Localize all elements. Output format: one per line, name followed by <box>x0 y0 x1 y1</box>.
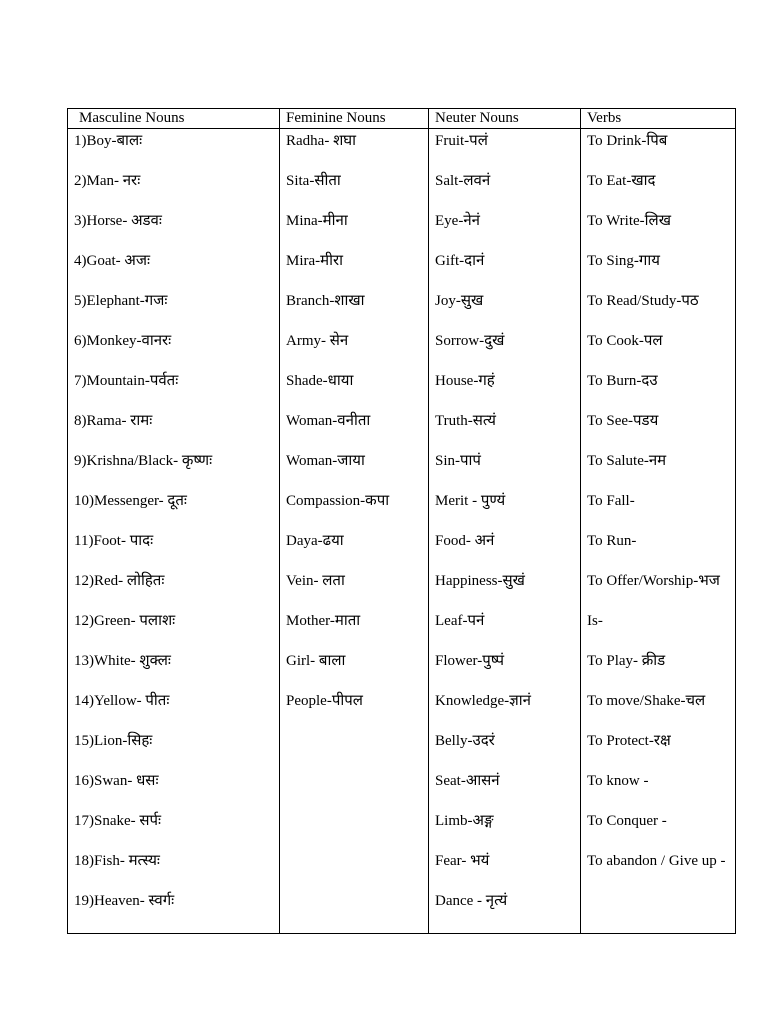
table-row <box>68 369 736 409</box>
masculine-noun-cell <box>68 129 280 170</box>
verb-text: To Play- क्रीड <box>587 653 666 669</box>
verb-text: To Drink-पिब <box>587 133 668 149</box>
masculine-noun-cell <box>68 609 280 649</box>
verb-cell <box>581 209 736 249</box>
neuter-noun-text: Flower-पुष्पं <box>435 653 505 669</box>
masculine-noun-text: 7)Mountain-पर्वतः <box>74 373 179 389</box>
masculine-noun-text: 3)Horse- अडवः <box>74 213 162 229</box>
masculine-noun-cell <box>68 409 280 449</box>
verb-text: Is- <box>587 613 603 629</box>
feminine-noun-text: Branch-शाखा <box>286 293 365 309</box>
masculine-noun-cell <box>68 489 280 529</box>
neuter-noun-text: Salt-लवनं <box>435 173 491 189</box>
verb-cell <box>581 649 736 689</box>
header-neuter-nouns: Neuter Nouns <box>429 109 581 129</box>
verb-cell <box>581 729 736 769</box>
verb-cell <box>581 169 736 209</box>
masculine-noun-cell <box>68 449 280 489</box>
table-row <box>68 689 736 729</box>
neuter-noun-text: Leaf-पनं <box>435 613 485 629</box>
feminine-noun-cell <box>280 329 429 369</box>
table-body <box>68 129 736 934</box>
neuter-noun-cell <box>429 409 581 449</box>
neuter-noun-cell <box>429 889 581 934</box>
neuter-noun-text: Sorrow-दुखं <box>435 333 505 349</box>
neuter-noun-text: Belly-उदरं <box>435 733 495 749</box>
table-row <box>68 569 736 609</box>
table-row <box>68 209 736 249</box>
neuter-noun-cell <box>429 289 581 329</box>
feminine-noun-cell <box>280 609 429 649</box>
masculine-noun-cell <box>68 809 280 849</box>
masculine-noun-cell <box>68 649 280 689</box>
feminine-noun-text: Mina-मीना <box>286 213 348 229</box>
feminine-noun-text <box>286 889 428 891</box>
verb-text: To move/Shake-चल <box>587 693 706 709</box>
masculine-noun-text: 19)Heaven- स्वर्गः <box>74 893 175 909</box>
feminine-noun-cell <box>280 689 429 729</box>
masculine-noun-text: 2)Man- नरः <box>74 173 141 189</box>
masculine-noun-cell <box>68 289 280 329</box>
table-row <box>68 249 736 289</box>
feminine-noun-text: Woman-वनीता <box>286 413 371 429</box>
neuter-noun-cell <box>429 809 581 849</box>
masculine-noun-text: 6)Monkey-वानरः <box>74 333 172 349</box>
table-row <box>68 129 736 170</box>
neuter-noun-cell <box>429 489 581 529</box>
verb-cell <box>581 489 736 529</box>
feminine-noun-cell <box>280 449 429 489</box>
neuter-noun-text: Fruit-पलं <box>435 133 488 149</box>
feminine-noun-cell <box>280 369 429 409</box>
verb-text: To Run- <box>587 533 637 549</box>
masculine-noun-text: 12)Red- लोहितः <box>74 573 165 589</box>
masculine-noun-cell <box>68 889 280 934</box>
feminine-noun-text: Mira-मीरा <box>286 253 344 269</box>
table-row <box>68 729 736 769</box>
verb-cell <box>581 889 736 934</box>
header-feminine-nouns: Feminine Nouns <box>280 109 429 129</box>
feminine-noun-text: Shade-धाया <box>286 373 354 389</box>
verb-text: To See-पडय <box>587 413 659 429</box>
neuter-noun-cell <box>429 169 581 209</box>
feminine-noun-text: Radha- शघा <box>286 133 357 149</box>
table-row <box>68 529 736 569</box>
masculine-noun-cell <box>68 849 280 889</box>
verb-cell <box>581 409 736 449</box>
feminine-noun-cell <box>280 569 429 609</box>
verb-text: To Cook-पल <box>587 333 663 349</box>
verb-cell <box>581 809 736 849</box>
vocabulary-table <box>67 108 736 934</box>
verb-text: To know - <box>587 773 649 789</box>
verb-cell <box>581 369 736 409</box>
neuter-noun-cell <box>429 769 581 809</box>
feminine-noun-text <box>286 809 428 811</box>
masculine-noun-text: 11)Foot- पादः <box>74 533 154 549</box>
masculine-noun-text: 5)Elephant-गजः <box>74 293 168 309</box>
feminine-noun-text: Mother-माता <box>286 613 361 629</box>
verb-text: To Burn-दउ <box>587 373 658 389</box>
verb-text: To Salute-नम <box>587 453 667 469</box>
feminine-noun-cell <box>280 729 429 769</box>
masculine-noun-cell <box>68 209 280 249</box>
verb-text: To Offer/Worship-भज <box>587 573 720 589</box>
verb-text: To Sing-गाय <box>587 253 660 269</box>
verb-text <box>587 889 735 891</box>
table-row <box>68 329 736 369</box>
verb-cell <box>581 849 736 889</box>
verb-text: To Protect-रक्ष <box>587 733 671 749</box>
neuter-noun-text: Knowledge-ज्ञानं <box>435 693 531 709</box>
neuter-noun-text: Food- अनं <box>435 533 495 549</box>
masculine-noun-cell <box>68 329 280 369</box>
masculine-noun-text: 10)Messenger- दूतः <box>74 493 187 509</box>
feminine-noun-cell <box>280 769 429 809</box>
verb-cell <box>581 129 736 170</box>
feminine-noun-cell <box>280 249 429 289</box>
feminine-noun-cell <box>280 529 429 569</box>
neuter-noun-cell <box>429 729 581 769</box>
neuter-noun-cell <box>429 249 581 289</box>
table-row <box>68 409 736 449</box>
neuter-noun-text: Joy-सुख <box>435 293 484 309</box>
neuter-noun-text: Merit - पुण्यं <box>435 493 506 509</box>
feminine-noun-cell <box>280 889 429 934</box>
neuter-noun-cell <box>429 689 581 729</box>
feminine-noun-text: Vein- लता <box>286 573 345 589</box>
verb-cell <box>581 689 736 729</box>
masculine-noun-cell <box>68 769 280 809</box>
feminine-noun-text: Daya-ढया <box>286 533 344 549</box>
masculine-noun-cell <box>68 369 280 409</box>
neuter-noun-text: Happiness-सुखं <box>435 573 525 589</box>
feminine-noun-cell <box>280 649 429 689</box>
table-row <box>68 809 736 849</box>
feminine-noun-cell <box>280 809 429 849</box>
neuter-noun-text: Truth-सत्यं <box>435 413 496 429</box>
neuter-noun-text: Seat-आसनं <box>435 773 500 789</box>
neuter-noun-cell <box>429 369 581 409</box>
table-row <box>68 889 736 934</box>
verb-text: To Write-लिख <box>587 213 671 229</box>
feminine-noun-text: Girl- बाला <box>286 653 346 669</box>
feminine-noun-text: Compassion-कपा <box>286 493 390 509</box>
masculine-noun-text: 17)Snake- सर्पः <box>74 813 162 829</box>
verb-text: To abandon / Give up - <box>587 853 726 869</box>
feminine-noun-text <box>286 849 428 851</box>
neuter-noun-cell <box>429 329 581 369</box>
neuter-noun-cell <box>429 649 581 689</box>
neuter-noun-cell <box>429 449 581 489</box>
header-verbs: Verbs <box>581 109 736 129</box>
masculine-noun-text: 16)Swan- धसः <box>74 773 159 789</box>
neuter-noun-text: Dance - नृत्यं <box>435 893 508 909</box>
feminine-noun-cell <box>280 409 429 449</box>
neuter-noun-text: Limb-अङ्ग <box>435 813 494 829</box>
masculine-noun-text: 18)Fish- मत्स्यः <box>74 853 160 869</box>
verb-cell <box>581 529 736 569</box>
feminine-noun-cell <box>280 849 429 889</box>
masculine-noun-cell <box>68 689 280 729</box>
table-row <box>68 849 736 889</box>
feminine-noun-text: People-पीपल <box>286 693 363 709</box>
masculine-noun-text: 12)Green- पलाशः <box>74 613 176 629</box>
verb-cell <box>581 609 736 649</box>
neuter-noun-cell <box>429 529 581 569</box>
verb-cell <box>581 769 736 809</box>
verb-cell <box>581 449 736 489</box>
verb-text: To Fall- <box>587 493 635 509</box>
verb-cell <box>581 289 736 329</box>
table-row <box>68 169 736 209</box>
neuter-noun-text: Fear- भयं <box>435 853 490 869</box>
feminine-noun-text: Woman-जाया <box>286 453 365 469</box>
feminine-noun-cell <box>280 209 429 249</box>
masculine-noun-cell <box>68 729 280 769</box>
neuter-noun-text: House-गहं <box>435 373 495 389</box>
verb-text: To Conquer - <box>587 813 667 829</box>
table-row <box>68 449 736 489</box>
neuter-noun-text: Gift-दानं <box>435 253 485 269</box>
masculine-noun-text: 9)Krishna/Black- कृष्णः <box>74 453 213 469</box>
feminine-noun-text: Sita-सीता <box>286 173 341 189</box>
masculine-noun-text: 14)Yellow- पीतः <box>74 693 170 709</box>
neuter-noun-cell <box>429 129 581 170</box>
feminine-noun-text <box>286 769 428 771</box>
masculine-noun-text: 4)Goat- अजः <box>74 253 151 269</box>
verb-cell <box>581 249 736 289</box>
verb-cell <box>581 329 736 369</box>
masculine-noun-cell <box>68 529 280 569</box>
table-row <box>68 289 736 329</box>
neuter-noun-cell <box>429 569 581 609</box>
neuter-noun-text: Eye-नेनं <box>435 213 480 229</box>
table-row <box>68 609 736 649</box>
verb-text: To Read/Study-पठ <box>587 293 699 309</box>
masculine-noun-cell <box>68 249 280 289</box>
masculine-noun-cell <box>68 169 280 209</box>
masculine-noun-text: 13)White- शुक्लः <box>74 653 171 669</box>
masculine-noun-text: 15)Lion-सिहः <box>74 733 153 749</box>
feminine-noun-text: Army- सेन <box>286 333 349 349</box>
table-row <box>68 649 736 689</box>
masculine-noun-text: 1)Boy-बालः <box>74 133 143 149</box>
table-row <box>68 489 736 529</box>
table-row <box>68 769 736 809</box>
neuter-noun-text: Sin-पापं <box>435 453 481 469</box>
header-masculine-nouns: Masculine Nouns <box>68 109 280 129</box>
feminine-noun-cell <box>280 129 429 170</box>
verb-cell <box>581 569 736 609</box>
masculine-noun-cell <box>68 569 280 609</box>
feminine-noun-text <box>286 729 428 731</box>
feminine-noun-cell <box>280 489 429 529</box>
masculine-noun-text: 8)Rama- रामः <box>74 413 153 429</box>
neuter-noun-cell <box>429 209 581 249</box>
neuter-noun-cell <box>429 609 581 649</box>
feminine-noun-cell <box>280 289 429 329</box>
feminine-noun-cell <box>280 169 429 209</box>
verb-text: To Eat-खाद <box>587 173 656 189</box>
neuter-noun-cell <box>429 849 581 889</box>
header-row <box>68 109 736 129</box>
